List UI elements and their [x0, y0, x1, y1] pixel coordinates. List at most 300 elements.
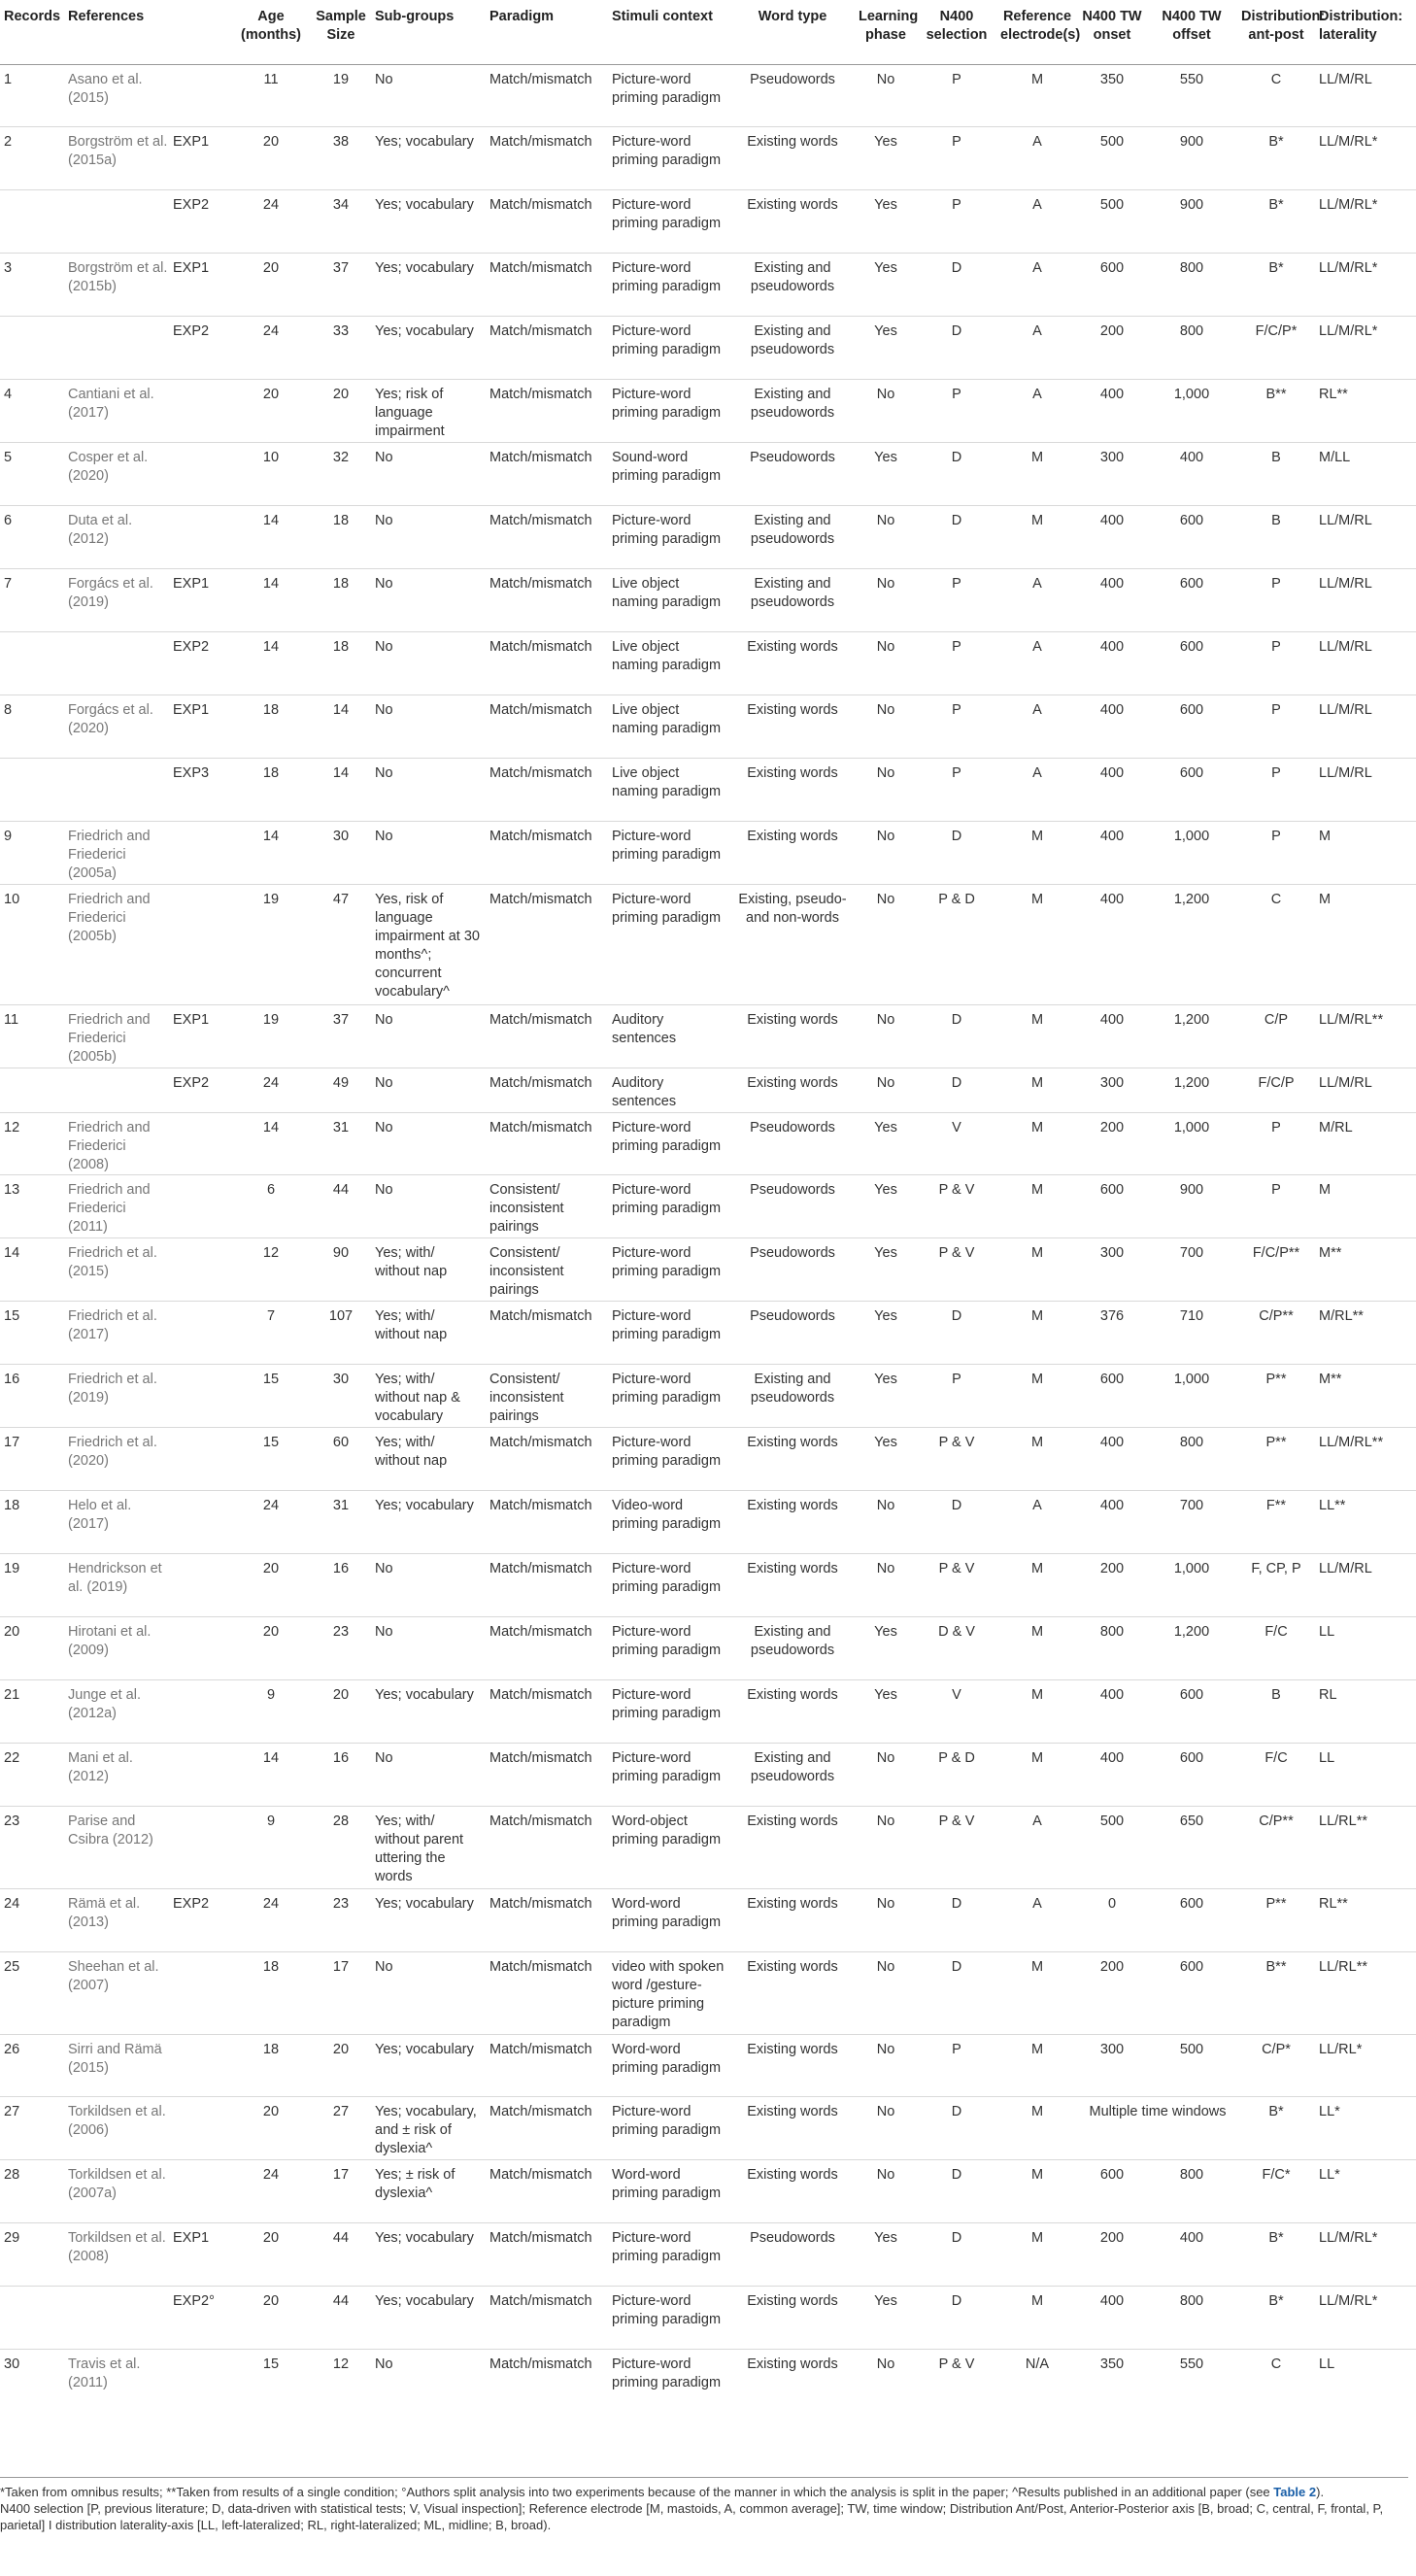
- cell-experiment-label: [173, 2349, 231, 2415]
- cell-stimuli-context: Picture-word priming paradigm: [608, 1679, 730, 1743]
- cell-tw-onset: 350: [1078, 2349, 1146, 2415]
- cell-reference: Borgström et al. (2015a): [64, 126, 173, 189]
- cell-sample-size: 90: [311, 1237, 371, 1301]
- cell-experiment-label: EXP2: [173, 1068, 231, 1112]
- cell-distribution-laterality: LL/M/RL: [1315, 64, 1416, 126]
- cell-distribution-ant-post: B**: [1237, 379, 1315, 442]
- cell-distribution-laterality: LL/RL**: [1315, 1951, 1416, 2034]
- cell-paradigm: Match/mismatch: [486, 758, 608, 821]
- cell-tw-offset: 600: [1146, 1888, 1237, 1951]
- cell-tw-offset: 500: [1146, 2034, 1237, 2096]
- cell-paradigm: Match/mismatch: [486, 1743, 608, 1806]
- cell-sub-groups: Yes; vocabulary: [371, 2286, 486, 2349]
- cell-stimuli-context: Video-word priming paradigm: [608, 1490, 730, 1553]
- table-2-link[interactable]: Table 2: [1273, 2485, 1317, 2499]
- cell-distribution-ant-post: B*: [1237, 2222, 1315, 2286]
- cell-age-months: 24: [231, 189, 311, 253]
- cell-sample-size: 17: [311, 2159, 371, 2222]
- cell-learning-phase: Yes: [855, 442, 917, 505]
- cell-word-type: Existing words: [730, 1806, 855, 1888]
- cell-experiment-label: EXP2°: [173, 2286, 231, 2349]
- cell-paradigm: Match/mismatch: [486, 1616, 608, 1679]
- cell-reference: [64, 758, 173, 821]
- cell-learning-phase: No: [855, 2159, 917, 2222]
- cell-age-months: 11: [231, 64, 311, 126]
- cell-sample-size: 19: [311, 64, 371, 126]
- cell-reference-electrode: M: [996, 2286, 1078, 2349]
- col-header-sample-size: Sample Size: [311, 0, 371, 64]
- cell-reference-electrode: M: [996, 1301, 1078, 1364]
- cell-n400-selection: P: [917, 758, 996, 821]
- cell-tw-onset: 400: [1078, 1004, 1146, 1068]
- cell-distribution-ant-post: B: [1237, 505, 1315, 568]
- cell-tw-onset: 500: [1078, 1806, 1146, 1888]
- cell-tw-onset: 200: [1078, 2222, 1146, 2286]
- cell-paradigm: Match/mismatch: [486, 1679, 608, 1743]
- cell-distribution-ant-post: B*: [1237, 253, 1315, 316]
- cell-experiment-label: EXP2: [173, 316, 231, 379]
- cell-sample-size: 34: [311, 189, 371, 253]
- cell-word-type: Existing words: [730, 821, 855, 884]
- cell-experiment-label: [173, 64, 231, 126]
- cell-age-months: 19: [231, 1004, 311, 1068]
- cell-paradigm: Match/mismatch: [486, 2349, 608, 2415]
- cell-sample-size: 14: [311, 758, 371, 821]
- cell-stimuli-context: Sound-word priming paradigm: [608, 442, 730, 505]
- cell-stimuli-context: Picture-word priming paradigm: [608, 189, 730, 253]
- cell-sub-groups: No: [371, 1068, 486, 1112]
- cell-experiment-label: [173, 1679, 231, 1743]
- cell-word-type: Pseudowords: [730, 1301, 855, 1364]
- cell-sample-size: 30: [311, 821, 371, 884]
- cell-sample-size: 18: [311, 631, 371, 695]
- cell-word-type: Pseudowords: [730, 2222, 855, 2286]
- cell-stimuli-context: Auditory sentences: [608, 1004, 730, 1068]
- cell-experiment-label: [173, 1301, 231, 1364]
- cell-age-months: 15: [231, 1427, 311, 1490]
- cell-age-months: 15: [231, 2349, 311, 2415]
- cell-reference-electrode: M: [996, 2034, 1078, 2096]
- cell-record-number: 26: [0, 2034, 64, 2096]
- cell-reference: Cosper et al. (2020): [64, 442, 173, 505]
- cell-distribution-laterality: LL/M/RL: [1315, 695, 1416, 758]
- col-header-age: Age (months): [231, 0, 311, 64]
- cell-reference-electrode: A: [996, 758, 1078, 821]
- cell-stimuli-context: Word-word priming paradigm: [608, 1888, 730, 1951]
- cell-sample-size: 33: [311, 316, 371, 379]
- cell-reference-electrode: A: [996, 631, 1078, 695]
- cell-word-type: Existing words: [730, 695, 855, 758]
- cell-tw-onset: 400: [1078, 1679, 1146, 1743]
- cell-learning-phase: No: [855, 1490, 917, 1553]
- footnote-symbols-text: *Taken from omnibus results; **Taken from results of a single condition; °Authors split analysis into two experiments because of the manner in which the analysis is split in the paper; ^Results published in an additional paper (see: [0, 2485, 1270, 2499]
- cell-stimuli-context: Picture-word priming paradigm: [608, 2222, 730, 2286]
- cell-n400-selection: D: [917, 2096, 996, 2159]
- cell-distribution-laterality: LL**: [1315, 1490, 1416, 1553]
- cell-stimuli-context: Picture-word priming paradigm: [608, 1616, 730, 1679]
- cell-record-number: 5: [0, 442, 64, 505]
- cell-record-number: 20: [0, 1616, 64, 1679]
- cell-reference: Friedrich et al. (2019): [64, 1364, 173, 1427]
- cell-distribution-laterality: M**: [1315, 1237, 1416, 1301]
- cell-word-type: Existing words: [730, 2159, 855, 2222]
- table-row: [0, 821, 1416, 884]
- cell-sample-size: 23: [311, 1888, 371, 1951]
- cell-tw-offset: 1,000: [1146, 1112, 1237, 1174]
- cell-learning-phase: No: [855, 505, 917, 568]
- cell-paradigm: Match/mismatch: [486, 1553, 608, 1616]
- cell-distribution-laterality: RL: [1315, 1679, 1416, 1743]
- cell-paradigm: Match/mismatch: [486, 821, 608, 884]
- cell-learning-phase: No: [855, 695, 917, 758]
- cell-reference-electrode: M: [996, 1364, 1078, 1427]
- cell-stimuli-context: Auditory sentences: [608, 1068, 730, 1112]
- cell-distribution-ant-post: P**: [1237, 1888, 1315, 1951]
- cell-reference-electrode: A: [996, 316, 1078, 379]
- cell-sample-size: 47: [311, 884, 371, 1004]
- cell-sample-size: 37: [311, 1004, 371, 1068]
- cell-age-months: 10: [231, 442, 311, 505]
- cell-reference: Torkildsen et al. (2008): [64, 2222, 173, 2286]
- cell-record-number: 11: [0, 1004, 64, 1068]
- cell-distribution-laterality: LL/M/RL: [1315, 568, 1416, 631]
- cell-tw-offset: 1,000: [1146, 1553, 1237, 1616]
- cell-sample-size: 23: [311, 1616, 371, 1679]
- table-row: [0, 1004, 1416, 1068]
- cell-tw-offset: 600: [1146, 568, 1237, 631]
- cell-learning-phase: Yes: [855, 126, 917, 189]
- cell-paradigm: Match/mismatch: [486, 631, 608, 695]
- cell-stimuli-context: Picture-word priming paradigm: [608, 2096, 730, 2159]
- cell-word-type: Existing words: [730, 189, 855, 253]
- cell-experiment-label: [173, 821, 231, 884]
- cell-sub-groups: Yes; with/ without nap: [371, 1301, 486, 1364]
- cell-word-type: Existing and pseudowords: [730, 253, 855, 316]
- cell-sample-size: 18: [311, 568, 371, 631]
- cell-record-number: 15: [0, 1301, 64, 1364]
- cell-distribution-laterality: LL/M/RL*: [1315, 253, 1416, 316]
- cell-stimuli-context: Live object naming paradigm: [608, 631, 730, 695]
- cell-paradigm: Match/mismatch: [486, 1806, 608, 1888]
- cell-n400-selection: P: [917, 379, 996, 442]
- cell-reference: Torkildsen et al. (2007a): [64, 2159, 173, 2222]
- cell-reference: Junge et al. (2012a): [64, 1679, 173, 1743]
- table-row: [0, 64, 1416, 126]
- cell-sub-groups: No: [371, 2349, 486, 2415]
- cell-tw-onset: 600: [1078, 1364, 1146, 1427]
- cell-n400-selection: D: [917, 442, 996, 505]
- cell-distribution-laterality: M/RL: [1315, 1112, 1416, 1174]
- cell-age-months: 9: [231, 1679, 311, 1743]
- cell-n400-selection: P: [917, 631, 996, 695]
- cell-age-months: 24: [231, 2159, 311, 2222]
- cell-sub-groups: Yes; vocabulary: [371, 2222, 486, 2286]
- cell-experiment-label: EXP2: [173, 1888, 231, 1951]
- cell-learning-phase: No: [855, 1743, 917, 1806]
- cell-distribution-ant-post: F/C/P: [1237, 1068, 1315, 1112]
- cell-reference-electrode: M: [996, 1553, 1078, 1616]
- table-row: [0, 1301, 1416, 1364]
- cell-paradigm: Match/mismatch: [486, 695, 608, 758]
- cell-experiment-label: [173, 1806, 231, 1888]
- table-row: [0, 1951, 1416, 2034]
- cell-age-months: 14: [231, 1112, 311, 1174]
- cell-learning-phase: Yes: [855, 1364, 917, 1427]
- cell-record-number: 23: [0, 1806, 64, 1888]
- cell-tw-onset: 400: [1078, 758, 1146, 821]
- cell-sample-size: 44: [311, 1174, 371, 1237]
- cell-sample-size: 60: [311, 1427, 371, 1490]
- cell-paradigm: Match/mismatch: [486, 2222, 608, 2286]
- cell-tw-offset: 1,200: [1146, 1004, 1237, 1068]
- cell-age-months: 6: [231, 1174, 311, 1237]
- cell-n400-selection: P: [917, 695, 996, 758]
- cell-tw-offset: 1,200: [1146, 1616, 1237, 1679]
- cell-experiment-label: EXP1: [173, 253, 231, 316]
- cell-experiment-label: EXP1: [173, 2222, 231, 2286]
- cell-n400-selection: D: [917, 1004, 996, 1068]
- cell-reference: [64, 1068, 173, 1112]
- cell-reference: Forgács et al. (2020): [64, 695, 173, 758]
- cell-sub-groups: No: [371, 442, 486, 505]
- cell-learning-phase: Yes: [855, 1112, 917, 1174]
- cell-experiment-label: EXP3: [173, 758, 231, 821]
- cell-reference-electrode: A: [996, 253, 1078, 316]
- cell-reference: Hirotani et al. (2009): [64, 1616, 173, 1679]
- cell-tw-onset: 200: [1078, 1112, 1146, 1174]
- table-row: [0, 1490, 1416, 1553]
- cell-stimuli-context: Word-word priming paradigm: [608, 2159, 730, 2222]
- cell-distribution-laterality: RL**: [1315, 1888, 1416, 1951]
- cell-sub-groups: No: [371, 568, 486, 631]
- cell-word-type: Existing and pseudowords: [730, 1743, 855, 1806]
- cell-experiment-label: EXP2: [173, 189, 231, 253]
- table-row: [0, 1427, 1416, 1490]
- cell-distribution-ant-post: C: [1237, 64, 1315, 126]
- cell-tw-onset: 400: [1078, 568, 1146, 631]
- cell-distribution-laterality: LL/M/RL*: [1315, 2286, 1416, 2349]
- cell-experiment-label: [173, 1112, 231, 1174]
- cell-sample-size: 38: [311, 126, 371, 189]
- cell-record-number: 22: [0, 1743, 64, 1806]
- cell-reference-electrode: A: [996, 189, 1078, 253]
- cell-paradigm: Match/mismatch: [486, 1068, 608, 1112]
- table-row: [0, 1364, 1416, 1427]
- cell-distribution-laterality: M: [1315, 884, 1416, 1004]
- table-row: [0, 695, 1416, 758]
- cell-paradigm: Match/mismatch: [486, 505, 608, 568]
- cell-tw-offset: 900: [1146, 1174, 1237, 1237]
- cell-reference: Rämä et al. (2013): [64, 1888, 173, 1951]
- cell-tw-offset: 900: [1146, 189, 1237, 253]
- cell-reference-electrode: M: [996, 505, 1078, 568]
- cell-word-type: Existing words: [730, 1679, 855, 1743]
- cell-distribution-ant-post: P: [1237, 1112, 1315, 1174]
- cell-sub-groups: No: [371, 1951, 486, 2034]
- cell-paradigm: Match/mismatch: [486, 2034, 608, 2096]
- cell-learning-phase: No: [855, 2096, 917, 2159]
- cell-tw-onset: 400: [1078, 1743, 1146, 1806]
- cell-n400-selection: V: [917, 1679, 996, 1743]
- cell-reference-electrode: M: [996, 884, 1078, 1004]
- cell-distribution-laterality: LL: [1315, 1616, 1416, 1679]
- cell-sub-groups: Yes; with/ without nap & vocabulary: [371, 1364, 486, 1427]
- cell-reference: Duta et al. (2012): [64, 505, 173, 568]
- cell-n400-selection: D: [917, 2159, 996, 2222]
- cell-word-type: Existing, pseudo- and non-words: [730, 884, 855, 1004]
- cell-tw-offset: 400: [1146, 2222, 1237, 2286]
- cell-distribution-ant-post: P**: [1237, 1364, 1315, 1427]
- cell-tw-offset: 600: [1146, 631, 1237, 695]
- cell-distribution-ant-post: B: [1237, 442, 1315, 505]
- cell-stimuli-context: Live object naming paradigm: [608, 758, 730, 821]
- cell-word-type: Pseudowords: [730, 442, 855, 505]
- table-row: [0, 253, 1416, 316]
- cell-record-number: 16: [0, 1364, 64, 1427]
- cell-distribution-ant-post: F/C: [1237, 1743, 1315, 1806]
- cell-experiment-label: [173, 379, 231, 442]
- cell-reference: Forgács et al. (2019): [64, 568, 173, 631]
- cell-distribution-ant-post: C: [1237, 2349, 1315, 2415]
- cell-stimuli-context: Picture-word priming paradigm: [608, 1743, 730, 1806]
- cell-n400-selection: P & V: [917, 1237, 996, 1301]
- cell-tw-onset: 300: [1078, 1068, 1146, 1112]
- table-row: [0, 2286, 1416, 2349]
- table-row: [0, 442, 1416, 505]
- cell-experiment-label: [173, 1174, 231, 1237]
- cell-reference-electrode: M: [996, 1951, 1078, 2034]
- cell-reference: Friedrich et al. (2015): [64, 1237, 173, 1301]
- cell-learning-phase: Yes: [855, 1237, 917, 1301]
- cell-stimuli-context: Picture-word priming paradigm: [608, 316, 730, 379]
- cell-experiment-label: [173, 1364, 231, 1427]
- cell-word-type: Existing and pseudowords: [730, 568, 855, 631]
- cell-word-type: Existing words: [730, 126, 855, 189]
- cell-record-number: 28: [0, 2159, 64, 2222]
- cell-tw-onset: 400: [1078, 379, 1146, 442]
- cell-experiment-label: [173, 1743, 231, 1806]
- cell-record-number: 21: [0, 1679, 64, 1743]
- cell-age-months: 20: [231, 126, 311, 189]
- cell-word-type: Existing words: [730, 2349, 855, 2415]
- cell-distribution-laterality: M/LL: [1315, 442, 1416, 505]
- cell-distribution-ant-post: P: [1237, 758, 1315, 821]
- cell-tw-offset: 1,200: [1146, 884, 1237, 1004]
- cell-stimuli-context: Picture-word priming paradigm: [608, 884, 730, 1004]
- cell-reference: Torkildsen et al. (2006): [64, 2096, 173, 2159]
- cell-distribution-laterality: LL: [1315, 2349, 1416, 2415]
- cell-distribution-ant-post: C/P**: [1237, 1806, 1315, 1888]
- cell-paradigm: Match/mismatch: [486, 64, 608, 126]
- cell-sample-size: 32: [311, 442, 371, 505]
- cell-stimuli-context: Picture-word priming paradigm: [608, 1112, 730, 1174]
- cell-experiment-label: [173, 2096, 231, 2159]
- cell-distribution-ant-post: F/C/P*: [1237, 316, 1315, 379]
- cell-age-months: 15: [231, 1364, 311, 1427]
- cell-sample-size: 37: [311, 253, 371, 316]
- cell-sub-groups: Yes; vocabulary: [371, 2034, 486, 2096]
- cell-tw-offset: 600: [1146, 1679, 1237, 1743]
- cell-tw-offset: 550: [1146, 64, 1237, 126]
- cell-n400-selection: P: [917, 126, 996, 189]
- cell-tw-onset: 400: [1078, 821, 1146, 884]
- cell-experiment-label: [173, 1553, 231, 1616]
- cell-stimuli-context: Picture-word priming paradigm: [608, 1237, 730, 1301]
- cell-tw-onset: 400: [1078, 631, 1146, 695]
- table-row: [0, 884, 1416, 1004]
- cell-word-type: Existing words: [730, 1951, 855, 2034]
- cell-n400-selection: P & D: [917, 1743, 996, 1806]
- cell-n400-selection: D: [917, 1301, 996, 1364]
- cell-distribution-laterality: LL/M/RL*: [1315, 126, 1416, 189]
- cell-tw-onset: 350: [1078, 64, 1146, 126]
- cell-reference-electrode: N/A: [996, 2349, 1078, 2415]
- cell-age-months: 24: [231, 1068, 311, 1112]
- cell-tw-offset: 900: [1146, 126, 1237, 189]
- cell-tw-onset: 200: [1078, 1553, 1146, 1616]
- cell-n400-selection: D: [917, 253, 996, 316]
- cell-sub-groups: No: [371, 1112, 486, 1174]
- cell-n400-selection: P & V: [917, 1553, 996, 1616]
- table-row: [0, 1237, 1416, 1301]
- cell-sample-size: 44: [311, 2222, 371, 2286]
- cell-age-months: 18: [231, 695, 311, 758]
- cell-n400-selection: P & V: [917, 1174, 996, 1237]
- cell-age-months: 18: [231, 2034, 311, 2096]
- cell-n400-selection: P & V: [917, 1806, 996, 1888]
- cell-experiment-label: EXP1: [173, 568, 231, 631]
- table-row: [0, 1806, 1416, 1888]
- cell-learning-phase: Yes: [855, 1301, 917, 1364]
- cell-distribution-ant-post: C: [1237, 884, 1315, 1004]
- cell-learning-phase: No: [855, 2349, 917, 2415]
- cell-n400-selection: D: [917, 1490, 996, 1553]
- cell-n400-selection: D: [917, 505, 996, 568]
- cell-reference-electrode: M: [996, 1068, 1078, 1112]
- table-row: [0, 2349, 1416, 2415]
- cell-distribution-laterality: LL/M/RL*: [1315, 316, 1416, 379]
- cell-word-type: Pseudowords: [730, 64, 855, 126]
- cell-tw-onset: 0: [1078, 1888, 1146, 1951]
- cell-record-number: [0, 189, 64, 253]
- cell-stimuli-context: Picture-word priming paradigm: [608, 253, 730, 316]
- cell-learning-phase: No: [855, 821, 917, 884]
- cell-reference: Parise and Csibra (2012): [64, 1806, 173, 1888]
- cell-reference: Friedrich and Friederici (2008): [64, 1112, 173, 1174]
- cell-n400-selection: P: [917, 2034, 996, 2096]
- cell-tw-offset: 800: [1146, 2286, 1237, 2349]
- cell-reference-electrode: M: [996, 1174, 1078, 1237]
- table-row: [0, 1616, 1416, 1679]
- cell-reference: [64, 2286, 173, 2349]
- cell-reference: Friedrich and Friederici (2005b): [64, 1004, 173, 1068]
- cell-tw-onset: 400: [1078, 505, 1146, 568]
- col-header-tw-onset: N400 TW onset: [1078, 0, 1146, 64]
- cell-tw-onset: 200: [1078, 1951, 1146, 2034]
- table-row: [0, 2222, 1416, 2286]
- cell-learning-phase: No: [855, 2034, 917, 2096]
- cell-age-months: 14: [231, 821, 311, 884]
- cell-learning-phase: No: [855, 884, 917, 1004]
- cell-learning-phase: Yes: [855, 1679, 917, 1743]
- cell-paradigm: Consistent/ inconsistent pairings: [486, 1174, 608, 1237]
- cell-record-number: 10: [0, 884, 64, 1004]
- cell-record-number: 25: [0, 1951, 64, 2034]
- cell-reference-electrode: M: [996, 1237, 1078, 1301]
- cell-record-number: 13: [0, 1174, 64, 1237]
- cell-experiment-label: [173, 884, 231, 1004]
- cell-word-type: Existing and pseudowords: [730, 316, 855, 379]
